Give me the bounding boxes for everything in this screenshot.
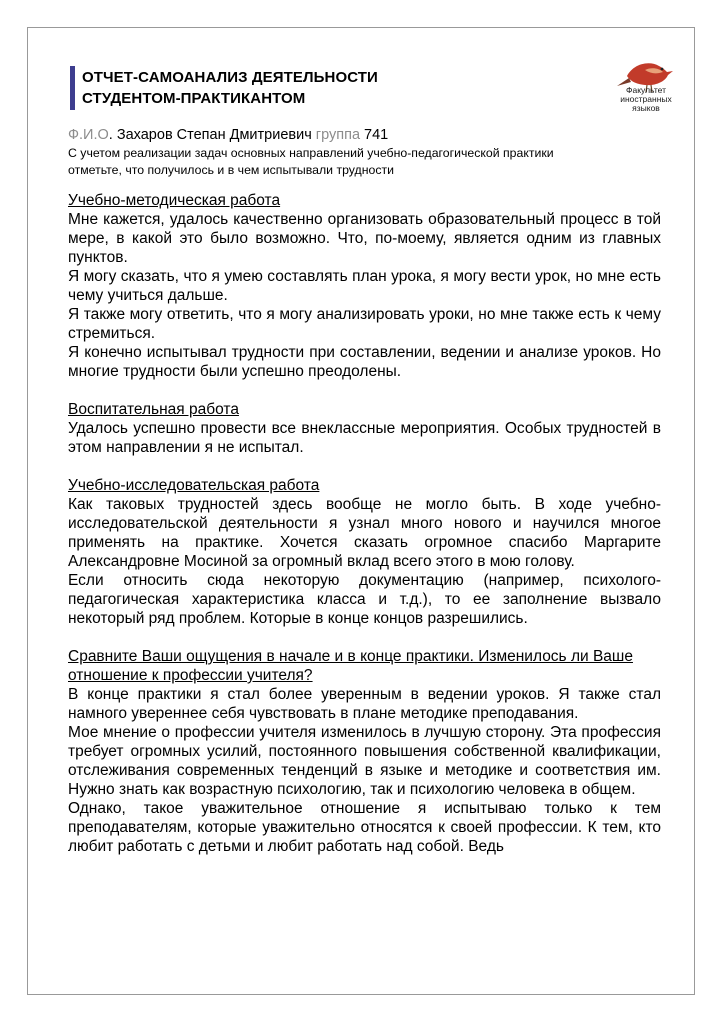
logo-line-1: Факультет — [626, 85, 666, 95]
fio-label: Ф.И.О — [68, 127, 109, 143]
paragraph: Мое мнение о профессии учителя изменилось в лучшую сторону. Эта профессия требует огромных усилий, постоянного повышения собственной квалификации, отслеживания современных тенденций в языке и методике и соответствия им. Нужно знать как возрастную психологию, так и психологию человека в общем. — [68, 724, 661, 798]
section-research-work — [68, 476, 661, 628]
section-title: Учебно-исследовательская работа — [68, 477, 320, 494]
section-reflection — [68, 647, 661, 856]
paragraph: Однако, такое уважительное отношение я испытываю только к тем преподавателям, которые уважительно относятся к своей профессии. К тем, кто любит работать с детьми и любит работать над собой. Ведь — [68, 800, 661, 855]
section-title: Сравните Ваши ощущения в начале и в конце практики. Изменилось ли Ваше отношение к профессии учителя? — [68, 648, 633, 684]
student-info — [68, 125, 661, 145]
paragraph: Как таковых трудностей здесь вообще не могло быть. В ходе учебно-исследовательской деятельности я узнал много нового и научился многое применять на практике. Хочется сказать огромное спасибо Маргарите Александровне Мосиной за огромный вклад всего этого в мою голову. — [68, 496, 661, 570]
instructions — [68, 145, 661, 179]
page-title — [82, 67, 378, 109]
student-name: . Захаров Степан Дмитриевич — [108, 127, 316, 143]
paragraph: Мне кажется, удалось качественно организовать образовательный процесс в той мере, в какой это было возможно. Что, по-моему, является одним из главных пунктов. — [68, 211, 661, 266]
paragraph: В конце практики я стал более уверенным в ведении уроков. Я также стал намного увереннее себя чувствовать в плане методике преподавания. — [68, 686, 661, 722]
section-educational-work — [68, 400, 661, 457]
group-number: 741 — [360, 127, 389, 143]
paragraph: Я также могу ответить, что я могу анализировать уроки, но мне также есть к чему стремиться. — [68, 306, 661, 342]
instructions-line-1: С учетом реализации задач основных направлений учебно-педагогической практики — [68, 146, 554, 160]
paragraph: Я могу сказать, что я умею составлять план урока, я могу вести урок, но мне есть чему учиться дальше. — [68, 268, 661, 304]
logo-line-2: иностранных — [620, 94, 672, 104]
section-methodical-work — [68, 191, 661, 381]
section-title: Учебно-методическая работа — [68, 192, 281, 209]
paragraph: Я конечно испытывал трудности при составлении, ведении и анализе уроков. Но многие трудности были успешно преодолены. — [68, 344, 661, 380]
logo-caption — [607, 86, 685, 113]
report-content — [68, 125, 661, 875]
instructions-line-2: отметьте, что получилось и в чем испытывали трудности — [68, 163, 394, 177]
group-label: группа — [315, 127, 361, 143]
title-line-2: СТУДЕНТОМ-ПРАКТИКАНТОМ — [82, 90, 306, 107]
logo-line-3: языков — [632, 103, 660, 113]
paragraph: Удалось успешно провести все внеклассные мероприятия. Особых трудностей в этом направлении я не испытал. — [68, 420, 661, 456]
header-accent-bar — [70, 66, 75, 110]
paragraph: Если относить сюда некоторую документацию (например, психолого-педагогическая характеристика класса и т.д.), то ее заполнение вызвало некоторый ряд проблем. Которые в конце концов разрешились. — [68, 572, 661, 627]
title-line-1: ОТЧЕТ-САМОАНАЛИЗ ДЕЯТЕЛЬНОСТИ — [82, 69, 378, 86]
section-title: Воспитательная работа — [68, 401, 239, 418]
